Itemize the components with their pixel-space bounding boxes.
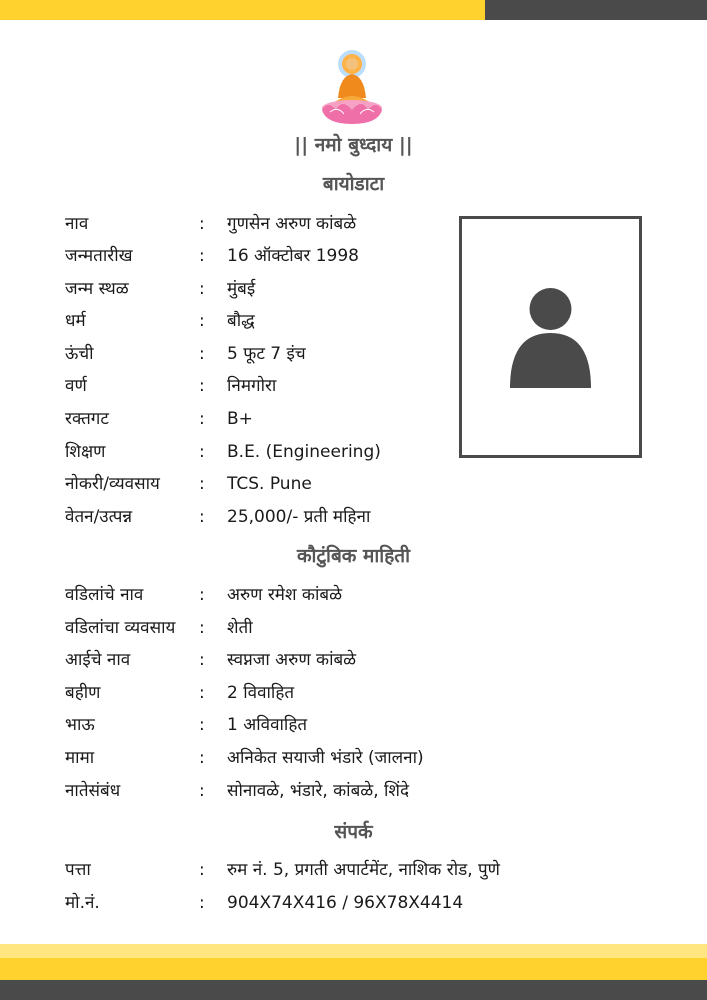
separator: : bbox=[199, 344, 205, 364]
detail-label: धर्म bbox=[65, 311, 86, 331]
detail-value: अनिकेत सयाजी भंडारे (जालना) bbox=[227, 748, 424, 768]
bottom-light-bar bbox=[0, 944, 707, 958]
detail-value: 25,000/- प्रती महिना bbox=[227, 507, 371, 527]
bottom-accent-bar bbox=[0, 958, 707, 980]
detail-label: वडिलांचा व्यवसाय bbox=[65, 618, 176, 638]
detail-label: जन्म स्थळ bbox=[65, 279, 129, 299]
separator: : bbox=[199, 781, 205, 801]
detail-value: 1 अविवाहित bbox=[227, 715, 308, 735]
detail-label: बहीण bbox=[65, 683, 101, 703]
detail-label: मो.नं. bbox=[65, 893, 100, 913]
detail-label: नोकरी/व्यवसाय bbox=[65, 474, 160, 494]
detail-label: जन्मतारीख bbox=[65, 246, 133, 266]
detail-value: TCS. Pune bbox=[227, 474, 312, 494]
detail-value: गुणसेन अरुण कांबळे bbox=[227, 214, 357, 234]
salutation-heading: || नमो बुध्दाय || bbox=[294, 134, 413, 156]
detail-value: निमगोरा bbox=[227, 376, 277, 396]
detail-value: रुम नं. 5, प्रगती अपार्टमेंट, नाशिक रोड, पुणे bbox=[227, 860, 500, 880]
bottom-dark-bar bbox=[0, 980, 707, 1000]
detail-value: सोनावळे, भंडारे, कांबळे, शिंदे bbox=[227, 781, 410, 801]
detail-value: शेती bbox=[227, 618, 253, 638]
separator: : bbox=[199, 585, 205, 605]
separator: : bbox=[199, 279, 205, 299]
detail-value: बौद्ध bbox=[227, 311, 255, 331]
detail-label: भाऊ bbox=[65, 715, 95, 735]
detail-value: अरुण रमेश कांबळे bbox=[227, 585, 343, 605]
buddha-icon bbox=[318, 48, 386, 128]
contact-section-title: संपर्क bbox=[334, 821, 373, 843]
separator: : bbox=[199, 715, 205, 735]
separator: : bbox=[199, 683, 205, 703]
detail-label: पत्ता bbox=[65, 860, 91, 880]
detail-label: वडिलांचे नाव bbox=[65, 585, 144, 605]
separator: : bbox=[199, 474, 205, 494]
separator: : bbox=[199, 650, 205, 670]
separator: : bbox=[199, 311, 205, 331]
detail-value: स्वप्नजा अरुण कांबळे bbox=[227, 650, 357, 670]
separator: : bbox=[199, 618, 205, 638]
detail-label: वेतन/उत्पन्न bbox=[65, 507, 133, 527]
detail-label: शिक्षण bbox=[65, 442, 106, 462]
detail-label: नातेसंबंध bbox=[65, 781, 121, 801]
family-section-title: कौटुंबिक माहिती bbox=[296, 545, 411, 567]
detail-label: ऊंची bbox=[65, 344, 94, 364]
separator: : bbox=[199, 442, 205, 462]
separator: : bbox=[199, 246, 205, 266]
separator: : bbox=[199, 409, 205, 429]
separator: : bbox=[199, 376, 205, 396]
separator: : bbox=[199, 860, 205, 880]
detail-value: 16 ऑक्टोबर 1998 bbox=[227, 246, 359, 266]
separator: : bbox=[199, 748, 205, 768]
biodata-title: बायोडाटा bbox=[322, 173, 385, 195]
detail-label: मामा bbox=[65, 748, 95, 768]
separator: : bbox=[199, 893, 205, 913]
person-placeholder-icon bbox=[510, 287, 591, 388]
detail-value: 5 फूट 7 इंच bbox=[227, 344, 306, 364]
top-accent-bar bbox=[0, 0, 485, 20]
detail-value: B.E. (Engineering) bbox=[227, 442, 381, 462]
top-dark-bar bbox=[485, 0, 707, 20]
detail-label: आईचे नाव bbox=[65, 650, 131, 670]
detail-label: वर्ण bbox=[65, 376, 87, 396]
detail-label: नाव bbox=[65, 214, 89, 234]
detail-value: 904X74X416 / 96X78X4414 bbox=[227, 893, 464, 913]
detail-label: रक्तगट bbox=[65, 409, 109, 429]
separator: : bbox=[199, 507, 205, 527]
photo-frame bbox=[459, 216, 642, 458]
detail-value: मुंबई bbox=[227, 279, 256, 299]
detail-value: 2 विवाहित bbox=[227, 683, 295, 703]
separator: : bbox=[199, 214, 205, 234]
detail-value: B+ bbox=[227, 409, 253, 429]
